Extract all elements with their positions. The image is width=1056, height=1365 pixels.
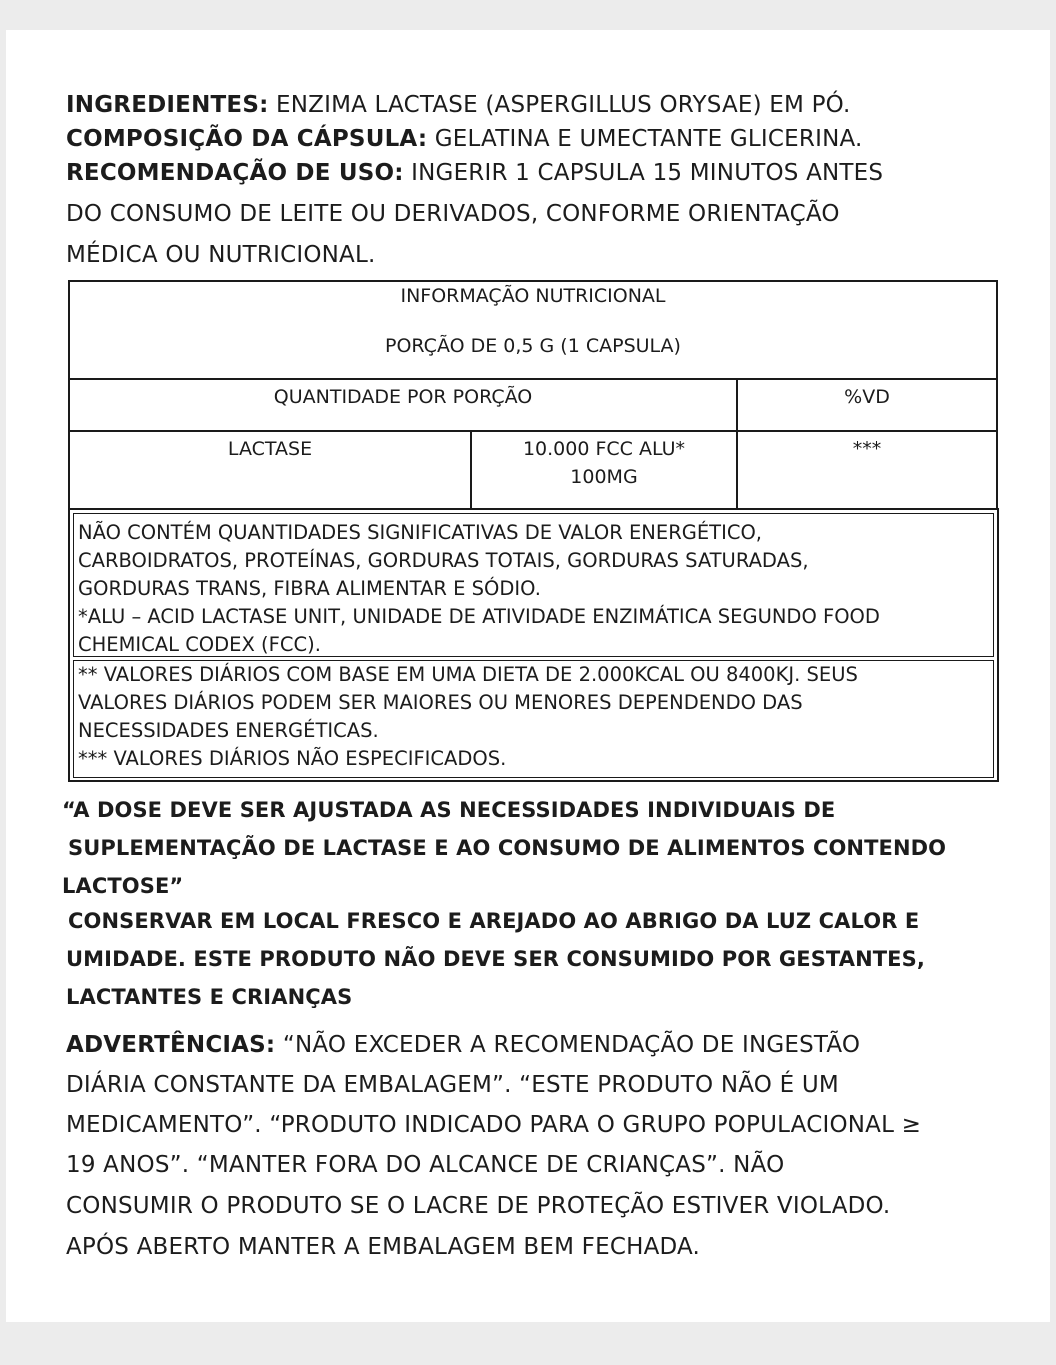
usage-label: RECOMENDAÇÃO DE USO: — [66, 160, 404, 186]
dose-line: “A DOSE DEVE SER AJUSTADA AS NECESSIDADES INDIVIDUAIS DE — [62, 798, 836, 822]
row-lactase-mass: 100MG — [570, 466, 638, 488]
warnings-line: DIÁRIA CONSTANTE DA EMBALAGEM”. “ESTE PRODUTO NÃO É UM — [66, 1072, 839, 1098]
table-divider — [70, 430, 996, 432]
warnings-line: 19 ANOS”. “MANTER FORA DO ALCANCE DE CRIANÇAS”. NÃO — [66, 1152, 785, 1178]
storage-line: LACTANTES E CRIANÇAS — [66, 985, 353, 1009]
ingredients-text: ENZIMA LACTASE (ASPERGILLUS ORYSAE) EM PÓ. — [268, 92, 851, 118]
capsule-label: COMPOSIÇÃO DA CÁPSULA: — [66, 126, 428, 152]
note-line: GORDURAS TRANS, FIBRA ALIMENTAR E SÓDIO. — [78, 577, 541, 600]
note-line: *** VALORES DIÁRIOS NÃO ESPECIFICADOS. — [78, 747, 507, 770]
nutrition-table — [68, 280, 998, 510]
ingredients-line — [66, 92, 851, 118]
row-lactase-name: LACTASE — [227, 438, 313, 460]
usage-line — [66, 160, 883, 186]
note-line: CHEMICAL CODEX (FCC). — [78, 633, 321, 656]
warnings-line: APÓS ABERTO MANTER A EMBALAGEM BEM FECHADA. — [66, 1234, 701, 1260]
capsule-line — [66, 126, 863, 152]
storage-line: CONSERVAR EM LOCAL FRESCO E AREJADO AO ABRIGO DA LUZ CALOR E — [68, 909, 920, 933]
table-portion: PORÇÃO DE 0,5 G (1 CAPSULA) — [385, 335, 681, 357]
note-line: ** VALORES DIÁRIOS COM BASE EM UMA DIETA DE 2.000KCAL OU 8400KJ. SEUS — [78, 663, 858, 686]
warnings-text: “NÃO EXCEDER A RECOMENDAÇÃO DE INGESTÃO — [275, 1032, 861, 1058]
row-lactase-vd: *** — [852, 438, 882, 460]
note-line: CARBOIDRATOS, PROTEÍNAS, GORDURAS TOTAIS, GORDURAS SATURADAS, — [78, 549, 809, 572]
warnings-line: CONSUMIR O PRODUTO SE O LACRE DE PROTEÇÃO ESTIVER VIOLADO. — [66, 1193, 891, 1219]
table-divider — [70, 378, 996, 380]
table-title: INFORMAÇÃO NUTRICIONAL — [400, 285, 666, 307]
label-sheet — [6, 30, 1050, 1322]
warnings-line: MEDICAMENTO”. “PRODUTO INDICADO PARA O GRUPO POPULACIONAL ≥ — [66, 1112, 922, 1138]
dose-line: LACTOSE” — [62, 874, 184, 898]
note-line: NÃO CONTÉM QUANTIDADES SIGNIFICATIVAS DE VALOR ENERGÉTICO, — [78, 521, 762, 544]
nutrition-notes — [68, 508, 999, 782]
col-quantity-header: QUANTIDADE POR PORÇÃO — [273, 386, 533, 408]
note-line: NECESSIDADES ENERGÉTICAS. — [78, 719, 379, 742]
storage-line: UMIDADE. ESTE PRODUTO NÃO DEVE SER CONSUMIDO POR GESTANTES, — [66, 947, 925, 971]
usage-line-3: MÉDICA OU NUTRICIONAL. — [66, 242, 376, 268]
dose-line: SUPLEMENTAÇÃO DE LACTASE E AO CONSUMO DE ALIMENTOS CONTENDO — [68, 836, 947, 860]
capsule-text: GELATINA E UMECTANTE GLICERINA. — [427, 126, 863, 152]
col-vd-header: %VD — [844, 386, 890, 408]
warnings-label: ADVERTÊNCIAS: — [66, 1032, 276, 1058]
usage-line-2: DO CONSUMO DE LEITE OU DERIVADOS, CONFORME ORIENTAÇÃO — [66, 201, 840, 227]
ingredients-label: INGREDIENTES: — [66, 92, 269, 118]
usage-text: INGERIR 1 CAPSULA 15 MINUTOS ANTES — [403, 160, 884, 186]
note-line: VALORES DIÁRIOS PODEM SER MAIORES OU MENORES DEPENDENDO DAS — [78, 691, 803, 714]
row-lactase-amount: 10.000 FCC ALU* — [522, 438, 686, 460]
warnings-line — [66, 1032, 860, 1058]
note-line: *ALU – ACID LACTASE UNIT, UNIDADE DE ATIVIDADE ENZIMÁTICA SEGUNDO FOOD — [78, 605, 880, 628]
